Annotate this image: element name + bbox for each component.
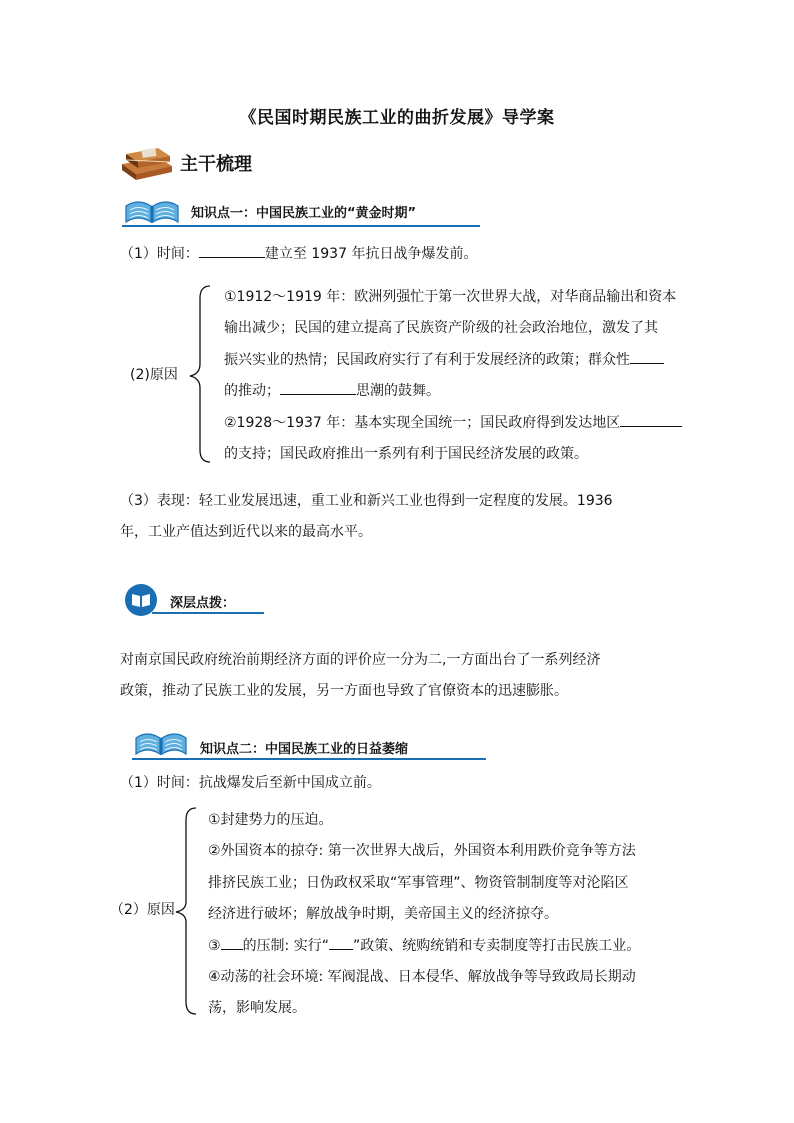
kp2-heading: 知识点二：中国民族工业的日益萎缩	[200, 742, 409, 757]
open-book-icon	[132, 728, 190, 758]
book-stack-icon	[118, 140, 176, 182]
open-book-icon	[122, 196, 182, 226]
deep-underline	[152, 612, 264, 614]
kp1-underline	[122, 225, 480, 227]
answer-blank[interactable]	[280, 380, 356, 395]
deep-paragraph: 对南京国民政府统治前期经济方面的评价应一分为二,一方面出台了一系列经济 政策，推动了民族工业的发展，另一方面也导致了官僚资本的迅速膨胀。	[120, 652, 601, 699]
document-title: 《民国时期民族工业的曲折发展》导学案	[239, 108, 555, 128]
section-heading-main: 主干梳理	[180, 154, 252, 175]
answer-blank[interactable]	[221, 935, 243, 950]
kp2-reason-block: ①封建势力的压迫。 ②外国资本的掠夺: 第一次世界大战后，外国资本利用跌价竞争等方法 排挤民族工业；日伪政权采取“军事管理”、物资管制制度等对沦陷区 经济进行破坏；解放战争时期，美帝国主义的经济掠夺。 ③ 的压制: 实行“ ”政策、统购统销和专卖制度等打击民族工业。 ④动荡的社会环境: 军阀混战、日本侵华、解放战争等导致政局长期动 荡，影响发展。	[208, 812, 641, 1017]
left-brace	[174, 806, 198, 1016]
kp1-reason-label: (2)原因	[130, 367, 178, 383]
answer-blank[interactable]	[199, 243, 265, 258]
kp2-underline	[132, 758, 486, 760]
kp1-performance: （3）表现：轻工业发展迅速，重工业和新兴工业也得到一定程度的发展。1936 年，工业产值达到近代以来的最高水平。	[120, 493, 613, 540]
kp1-heading: 知识点一：中国民族工业的“黄金时期”	[191, 206, 417, 221]
answer-blank[interactable]	[620, 412, 682, 427]
answer-blank[interactable]	[329, 935, 353, 950]
kp1-reason-block: ①1912～1919 年：欧洲列强忙于第一次世界大战，对华商品输出和资本 输出减少；民国的建立提高了民族资产阶级的社会政治地位，激发了其 振兴实业的热情；民国政府实行了有利于发展经济的政策；群众性 的推动； 思潮的鼓舞。 ②1928～1937 年：基本实现全国统一；国民政府得到发达地区 的支持；国民政府推出一系列有利于国民经济发展的政策。	[224, 282, 682, 470]
deep-heading: 深层点拨：	[170, 596, 236, 611]
kp2-reason-label: （2）原因	[110, 902, 175, 918]
kp1-time: （1）时间： 建立至 1937 年抗日战争爆发前。	[120, 243, 477, 264]
kp2-time: （1）时间：抗战爆发后至新中国成立前。	[120, 775, 381, 791]
left-brace	[188, 284, 212, 464]
answer-blank[interactable]	[630, 349, 664, 364]
